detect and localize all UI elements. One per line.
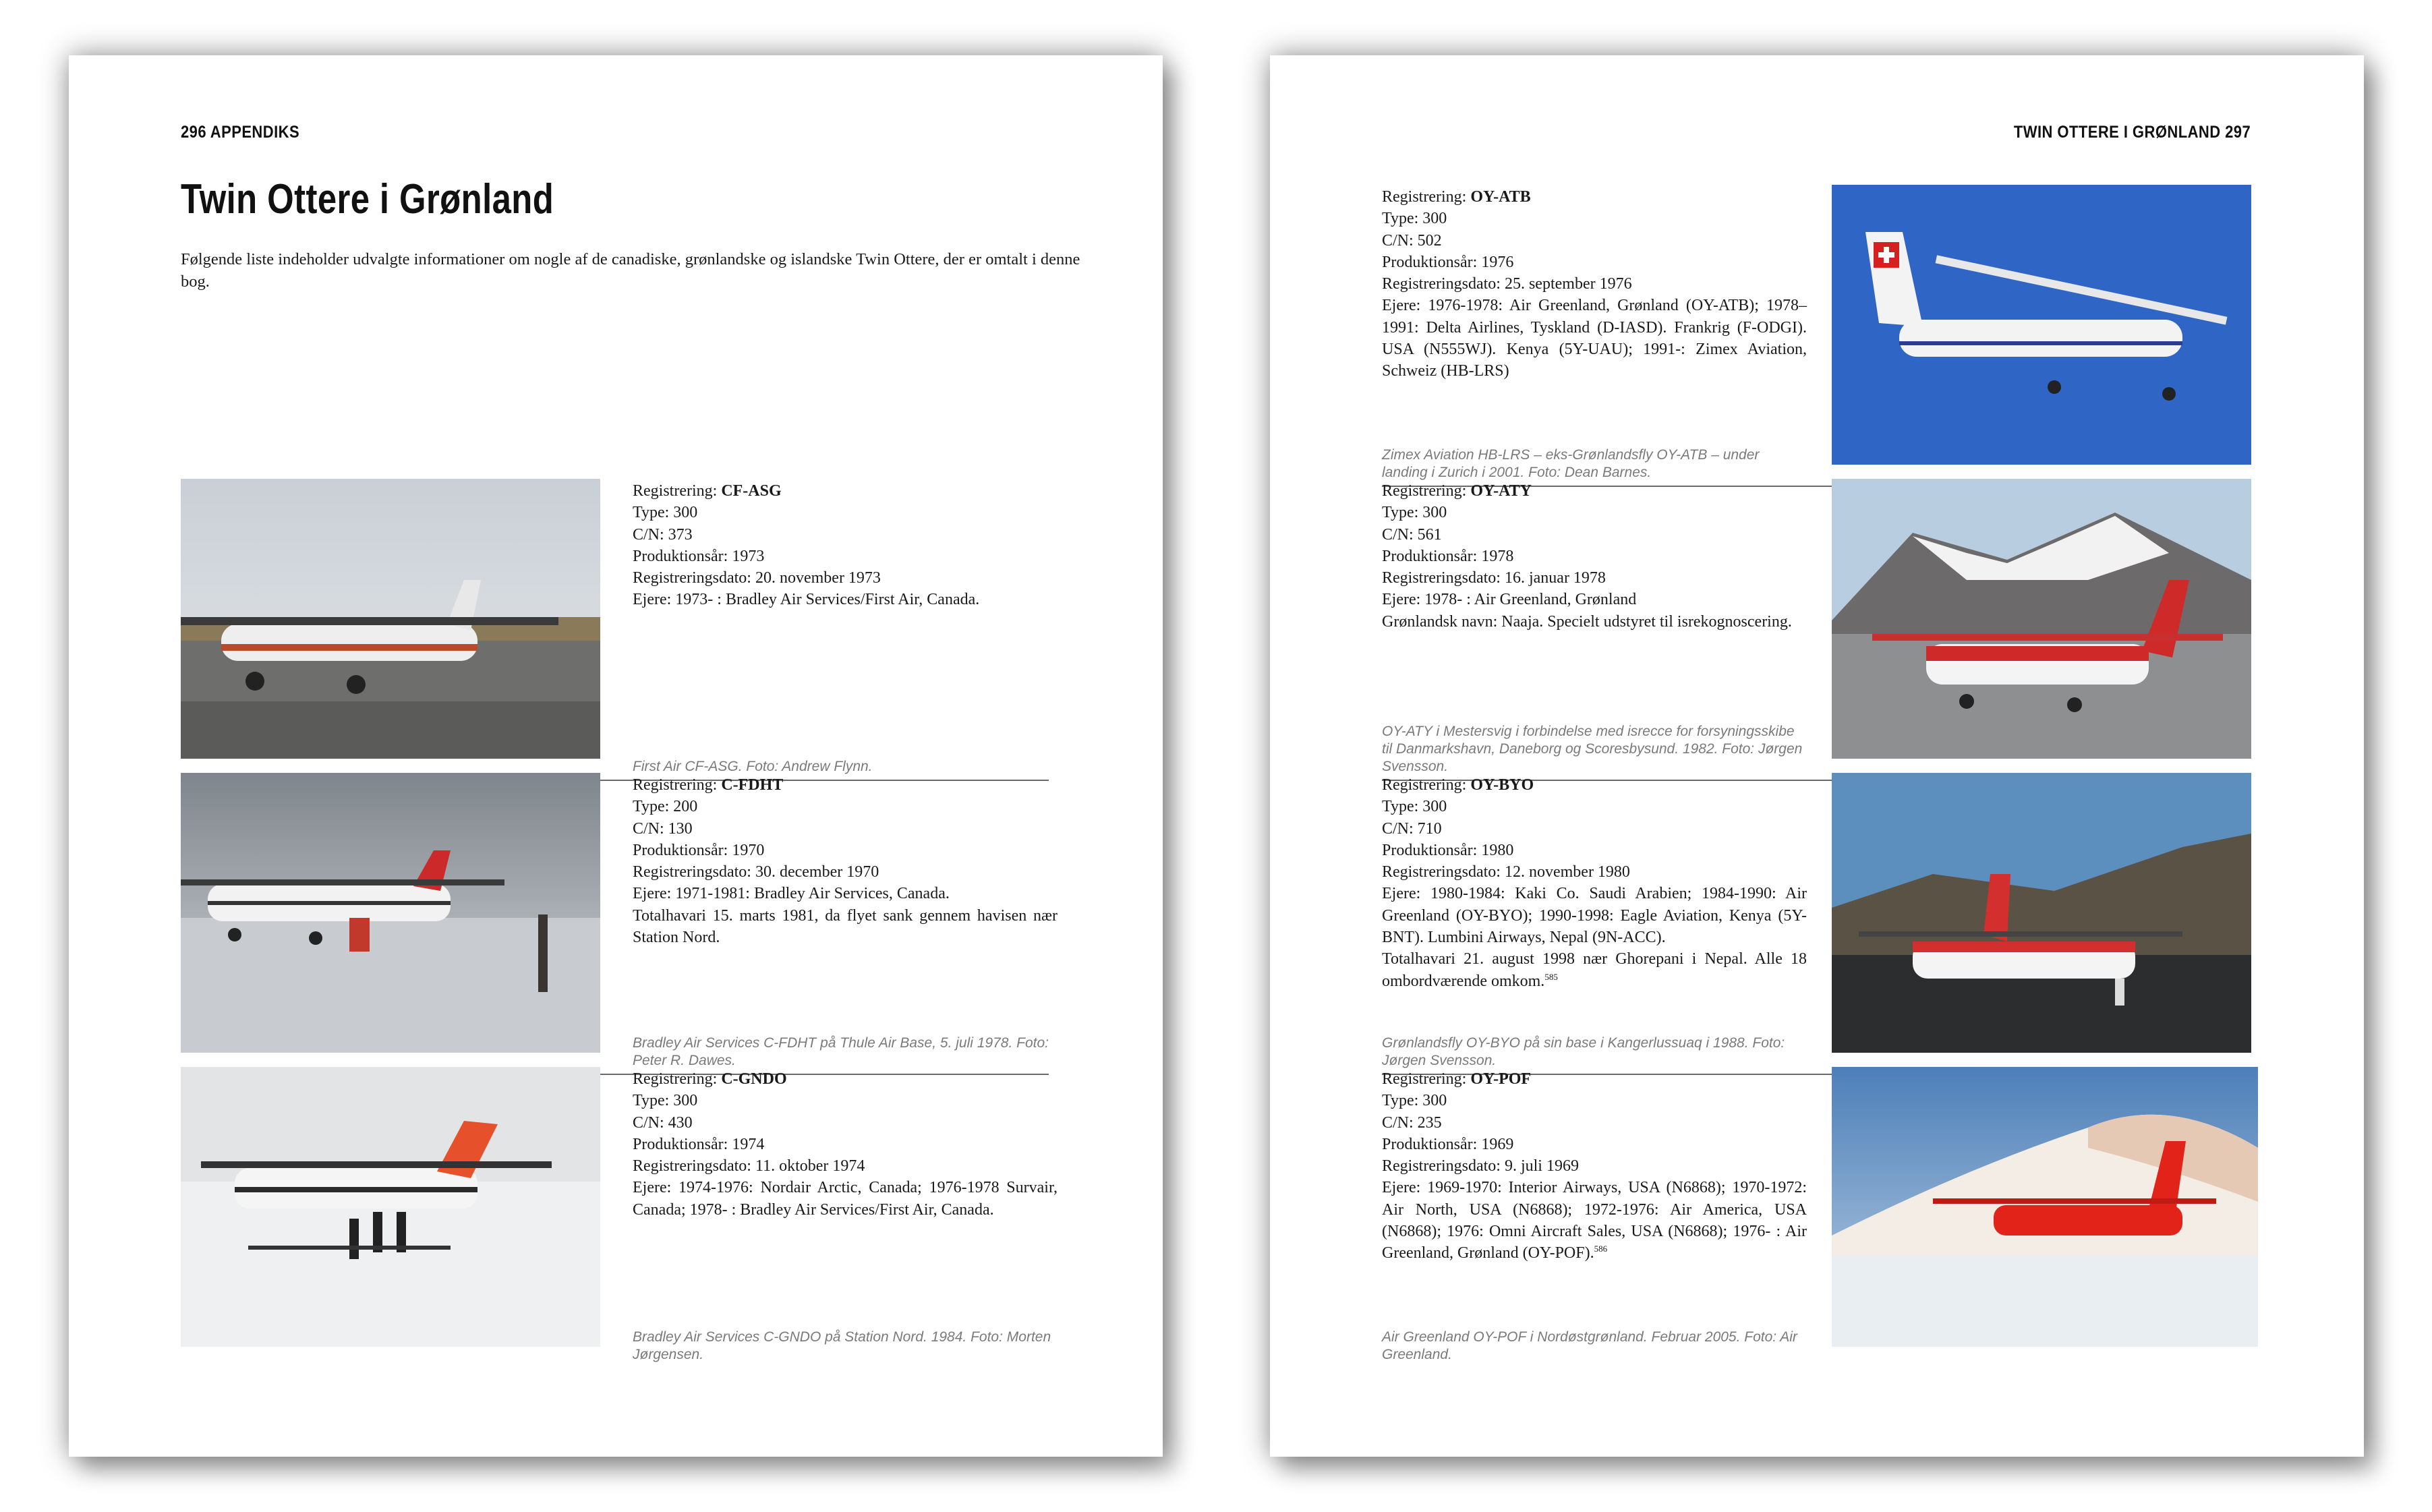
type: Type: 300 xyxy=(1382,210,1447,228)
aircraft-photo xyxy=(181,479,600,759)
registration-date: Registreringsdato: 9. juli 1969 xyxy=(1382,1157,1579,1175)
photo-caption: First Air CF-ASG. Foto: Andrew Flynn. xyxy=(633,759,873,774)
entry-details xyxy=(1382,1068,1807,1264)
remarks: Totalhavari 21. august 1998 nær Ghorepani i Nepal. Alle 18 ombordværende omkom.$^{585}$ xyxy=(1382,950,1807,990)
registration-date: Registreringsdato: 11. oktober 1974 xyxy=(633,1157,865,1175)
aircraft-photo xyxy=(1832,185,2251,465)
owners: Ejere: 1973- : Bradley Air Services/First Air, Canada. xyxy=(633,591,980,609)
photo-caption: Zimex Aviation HB-LRS – eks-Grønlandsfly OY-ATB – under landing i Zurich i 2001. Foto: Dean Barnes. xyxy=(1382,447,1760,480)
photo-caption: Bradley Air Services C-GNDO på Station Nord. 1984. Foto: Morten Jørgensen. xyxy=(633,1329,1051,1362)
cn: C/N: 130 xyxy=(633,819,693,838)
right-page xyxy=(1270,55,2364,1457)
footnote-ref: 585 xyxy=(1544,971,1558,982)
type: Type: 300 xyxy=(1382,1092,1447,1110)
type: Type: 300 xyxy=(633,1092,698,1110)
entry-details xyxy=(633,480,1058,611)
photo-caption: Grønlandsfly OY-BYO på sin base i Kangerlussuaq i 1988. Foto: Jørgen Svensson. xyxy=(1382,1035,1785,1068)
aircraft-entry xyxy=(1382,773,2250,1067)
production-year: Produktionsår: 1973 xyxy=(633,547,765,565)
photo-oy-aty xyxy=(1832,479,2251,759)
registration: Registrering: OY-ATY xyxy=(1382,482,1532,500)
running-head-right: TWIN OTTERE I GRØNLAND 297 xyxy=(2013,123,2251,142)
registration: Registrering: CF-ASG xyxy=(633,482,782,500)
photo-c-fdht xyxy=(181,773,600,1053)
entry-details xyxy=(1382,774,1807,992)
remarks: Grønlandsk navn: Naaja. Specielt udstyret til isrekognoscering. xyxy=(1382,612,1792,631)
registration: Registrering: C-GNDO xyxy=(633,1070,787,1088)
footnote-ref: 586 xyxy=(1594,1244,1608,1254)
registration: Registrering: C-FDHT xyxy=(633,776,784,794)
registration: Registrering: OY-ATB xyxy=(1382,188,1531,206)
photo-oy-byo xyxy=(1832,773,2251,1053)
aircraft-photo xyxy=(1832,1067,2258,1347)
production-year: Produktionsår: 1974 xyxy=(633,1135,765,1153)
left-page xyxy=(69,55,1163,1457)
photo-caption: Air Greenland OY-POF i Nordøstgrønland. Februar 2005. Foto: Air Greenland. xyxy=(1382,1329,1797,1362)
photo-oy-atb xyxy=(1832,185,2251,465)
photo-c-gndo xyxy=(181,1067,600,1347)
registration-date: Registreringsdato: 20. november 1973 xyxy=(633,569,881,587)
production-year: Produktionsår: 1976 xyxy=(1382,253,1514,271)
aircraft-photo xyxy=(181,773,600,1053)
owners: Ejere: 1969-1970: Interior Airways, USA (N6868); 1970-1972: Air North, USA (N6868); 1972-1976: Air America, USA (N6868); 1976: Omni Aircraft Sales, USA (N6868); 1976- : Air Greenland, Grønland (OY-POF).$^{586}$ xyxy=(1382,1179,1807,1262)
entry-details xyxy=(1382,480,1807,633)
owners: Ejere: 1978- : Air Greenland, Grønland xyxy=(1382,591,1637,609)
intro-paragraph: Følgende liste indeholder udvalgte informationer om nogle af de canadiske, grønlandske og islandske Twin Ottere, der er omtalt i denne bog. xyxy=(181,250,1080,291)
type: Type: 300 xyxy=(1382,504,1447,522)
entry-details xyxy=(633,1068,1058,1221)
aircraft-entry xyxy=(181,773,1058,1068)
type: Type: 300 xyxy=(1382,798,1447,816)
registration-date: Registreringsdato: 25. september 1976 xyxy=(1382,275,1632,293)
type: Type: 200 xyxy=(633,798,698,816)
entry-details xyxy=(1382,186,1807,382)
cn: C/N: 502 xyxy=(1382,231,1442,250)
registration-date: Registreringsdato: 16. januar 1978 xyxy=(1382,569,1606,587)
photo-cf-asg xyxy=(181,479,600,759)
type: Type: 300 xyxy=(633,504,698,522)
registration: Registrering: OY-BYO xyxy=(1382,776,1534,794)
photo-caption: OY-ATY i Mestersvig i forbindelse med isrecce for forsyningsskibe til Danmarkshavn, Daneborg og Scoresbysund. 1982. Foto: Jørgen Svensson. xyxy=(1382,724,1803,774)
running-head-left: 296 APPENDIKS xyxy=(181,123,300,142)
aircraft-entry xyxy=(1382,1067,2250,1361)
page-title: Twin Ottere i Grønland xyxy=(181,176,554,223)
registration: Registrering: OY-POF xyxy=(1382,1070,1532,1088)
aircraft-entry xyxy=(181,479,1049,773)
remarks: Totalhavari 15. marts 1981, da flyet sank gennem havisen nær Station Nord. xyxy=(633,906,1058,947)
production-year: Produktionsår: 1978 xyxy=(1382,547,1514,565)
owners: Ejere: 1976-1978: Air Greenland, Grønland (OY-ATB); 1978–1991: Delta Airlines, Tyskland (D-IASD). Frankrig (F-ODGI). USA (N555WJ). Kenya (5Y-UAU); 1991-: Zimex Aviation, Schweiz (HB-LRS) xyxy=(1382,297,1807,380)
registration-date: Registreringsdato: 30. december 1970 xyxy=(633,863,879,881)
aircraft-photo xyxy=(1832,479,2251,759)
aircraft-photo xyxy=(1832,773,2251,1053)
aircraft-entry xyxy=(181,1067,1058,1362)
photo-caption: Bradley Air Services C-FDHT på Thule Air Base, 5. juli 1978. Foto: Peter R. Dawes. xyxy=(633,1035,1049,1068)
production-year: Produktionsår: 1969 xyxy=(1382,1135,1514,1153)
entry-details xyxy=(633,774,1058,948)
aircraft-photo xyxy=(181,1067,600,1347)
production-year: Produktionsår: 1970 xyxy=(633,841,765,859)
cn: C/N: 430 xyxy=(633,1113,693,1132)
cn: C/N: 710 xyxy=(1382,819,1442,838)
production-year: Produktionsår: 1980 xyxy=(1382,841,1514,859)
registration-date: Registreringsdato: 12. november 1980 xyxy=(1382,863,1630,881)
cn: C/N: 561 xyxy=(1382,525,1442,544)
owners: Ejere: 1980-1984: Kaki Co. Saudi Arabien; 1984-1990: Air Greenland (OY-BYO); 1990-1998: Eagle Aviation, Kenya (5Y-BNT). Lumbini Airways, Nepal (9N-ACC). xyxy=(1382,885,1807,947)
aircraft-entry xyxy=(1382,479,2250,773)
owners: Ejere: 1974-1976: Nordair Arctic, Canada; 1976-1978 Survair, Canada; 1978- : Bradley Air Services/First Air, Canada. xyxy=(633,1179,1058,1219)
aircraft-entry xyxy=(1382,185,2250,479)
photo-oy-pof xyxy=(1832,1067,2258,1347)
cn: C/N: 373 xyxy=(633,525,693,544)
cn: C/N: 235 xyxy=(1382,1113,1442,1132)
owners: Ejere: 1971-1981: Bradley Air Services, Canada. xyxy=(633,885,950,903)
